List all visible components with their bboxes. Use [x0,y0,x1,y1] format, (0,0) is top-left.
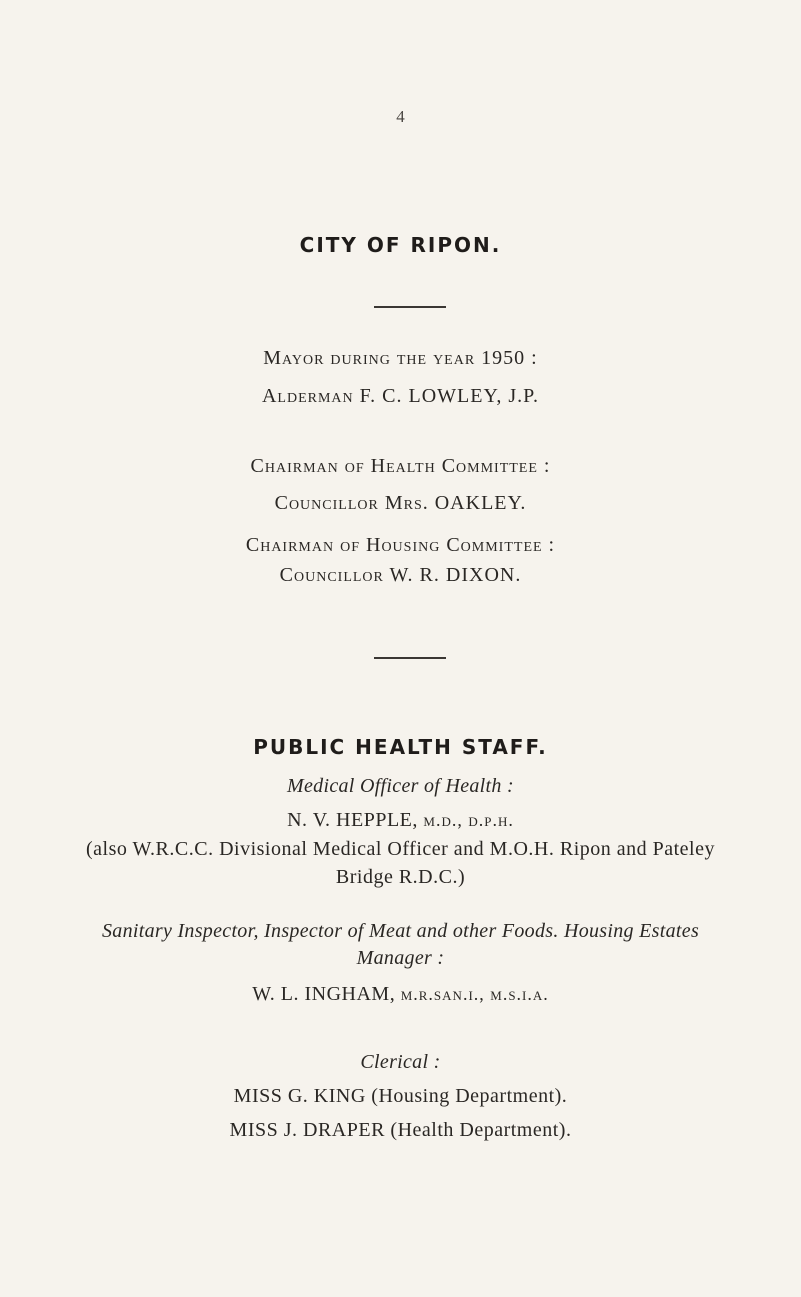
housing-committee-chair-name: Councillor W. R. DIXON. [279,564,522,586]
page-number: 4 [396,107,405,126]
sanitary-inspector-label-line-2: Manager : [356,947,445,969]
moh-note-line-2: Bridge R.D.C.) [335,866,466,888]
sanitary-inspector-name: W. L. INGHAM, [252,983,396,1005]
moh-label: Medical Officer of Health : [287,775,514,797]
mayor-name: Alderman F. C. LOWLEY, J.P. [261,385,540,407]
divider-rule [374,306,446,308]
moh-name-line [0,809,801,832]
mayor-label: Mayor during the year 1950 : [263,347,538,369]
clerical-label: Clerical : [360,1051,441,1073]
housing-committee-chair-label: Chairman of Housing Committee : [245,534,556,556]
sanitary-inspector-qualifications: m.r.san.i., m.s.i.a. [400,984,549,1004]
health-committee-chair-label: Chairman of Health Committee : [250,455,551,477]
moh-note-line-1: (also W.R.C.C. Divisional Medical Officer and M.O.H. Ripon and Pateley [86,838,715,860]
moh-qualifications: m.d., d.p.h. [423,810,514,830]
city-title: CITY OF RIPON. [299,233,502,257]
sanitary-inspector-label-line-1: Sanitary Inspector, Inspector of Meat and other Foods. Housing Estates [101,920,700,942]
moh-name: N. V. HEPPLE, [287,809,418,831]
clerk-entry: MISS J. DRAPER (Health Department). [229,1119,572,1141]
staff-title: PUBLIC HEALTH STAFF. [253,735,548,759]
divider-rule [374,657,446,659]
health-committee-chair-name: Councillor Mrs. OAKLEY. [274,492,527,514]
sanitary-inspector-name-line [0,983,801,1006]
clerk-entry: MISS G. KING (Housing Department). [233,1085,568,1107]
